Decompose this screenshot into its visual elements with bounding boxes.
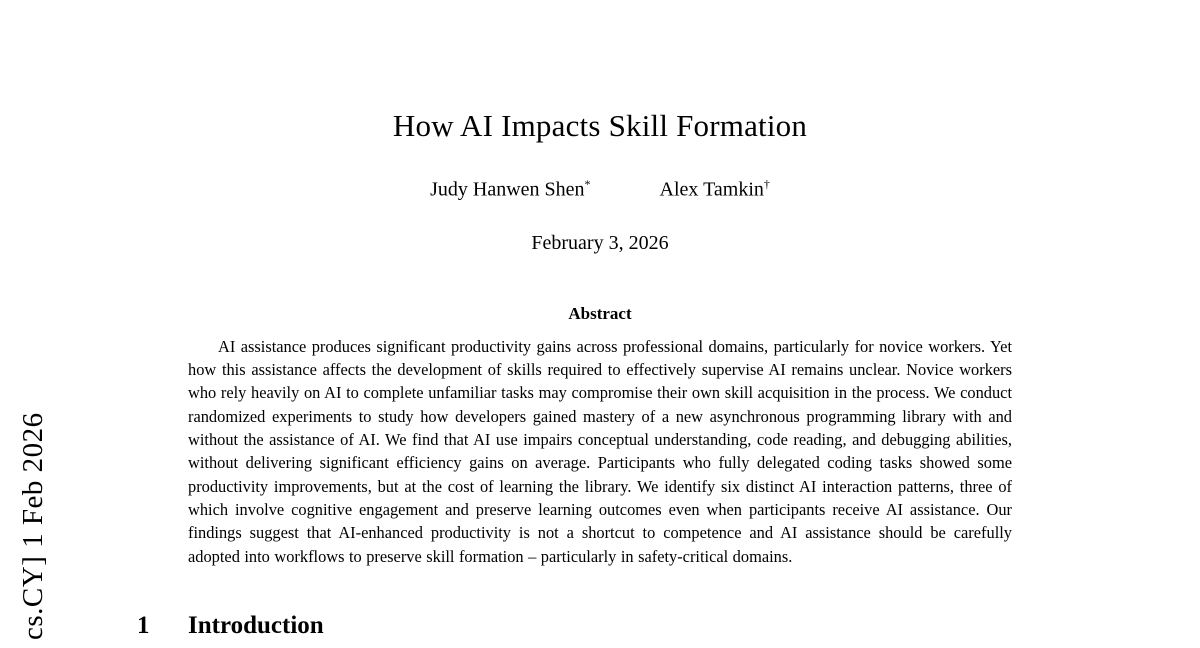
author-name: Alex Tamkin [659, 178, 764, 201]
paper-content [188, 0, 1012, 568]
author-affiliation-marker: * [584, 177, 591, 192]
section-number: 1 [137, 612, 150, 639]
arxiv-stamp [0, 0, 68, 648]
paper-date: February 3, 2026 [531, 231, 669, 254]
author-entry [660, 177, 770, 202]
section-heading-introduction [137, 612, 1037, 640]
author-name: Judy Hanwen Shen [430, 178, 585, 201]
section-title: Introduction [188, 612, 324, 639]
abstract-text: AI assistance produces significant productivity gains across professional domains, particularly for novice workers. Yet how this assistance affects the development of skills required to effectively supervise AI remains unclear. Novice workers who rely heavily on AI to complete unfamiliar tasks may compromise their own skill acquisition in the process. We conduct randomized experiments to study how developers gained mastery of a new asynchronous programming library with and without the assistance of AI. We find that AI use impairs conceptual understanding, code reading, and debugging abilities, without delivering significant efficiency gains on average. Participants who fully delegated coding tasks showed some productivity improvements, but at the cost of learning the library. We identify six distinct AI interaction patterns, three of which involve cognitive engagement and preserve learning outcomes even when participants receive AI assistance. Our findings suggest that AI-enhanced productivity is not a shortcut to competence and AI assistance should be carefully adopted into workflows to preserve skill formation – particularly in safety-critical domains. [188, 336, 1012, 566]
arxiv-stamp-text: cs.CY] 1 Feb 2026 [16, 412, 49, 640]
paper-title: How AI Impacts Skill Formation [392, 108, 808, 143]
author-list [188, 177, 1012, 202]
author-affiliation-marker: † [763, 177, 770, 192]
author-entry [430, 177, 590, 202]
abstract-heading: Abstract [568, 303, 632, 323]
